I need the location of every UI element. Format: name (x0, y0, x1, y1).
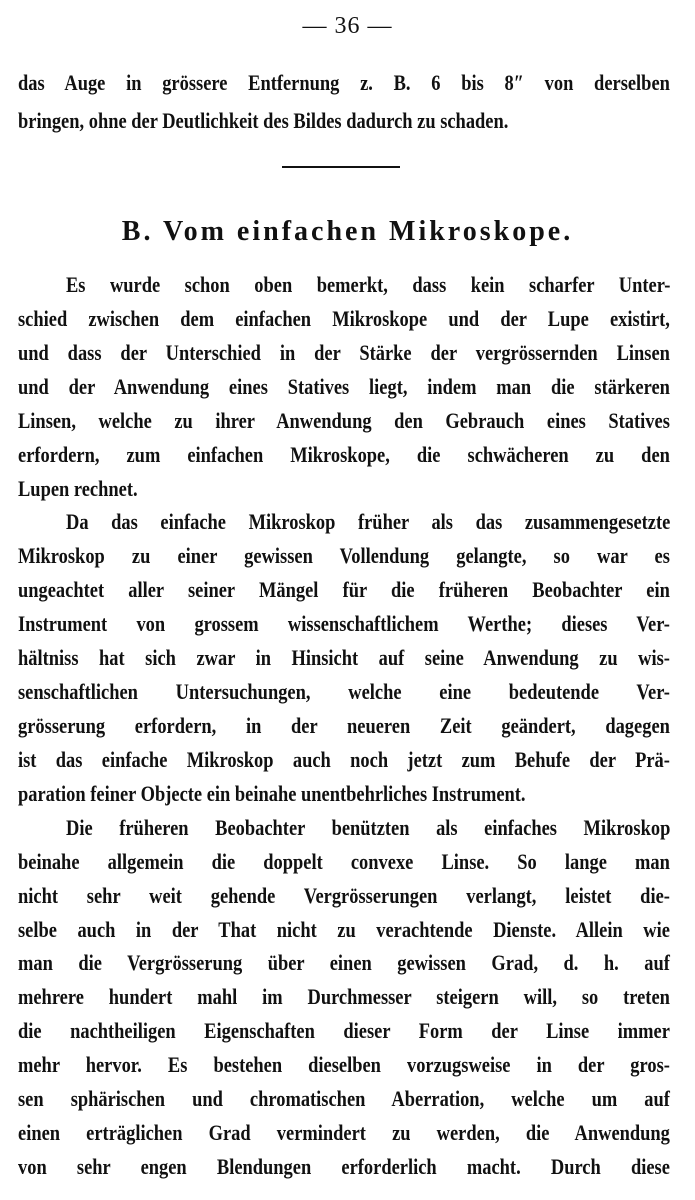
text-line: Lupen rechnet. (18, 476, 138, 501)
text-line: Da das einfache Mikroskop früher als das zusammengesetzte (66, 509, 671, 534)
text-line: nicht sehr weit gehende Vergrösserungen verlangt, leistet die- (18, 883, 670, 908)
text-line: ist das einfache Mikroskop auch noch jetzt zum Behufe der Prä- (18, 747, 670, 772)
text-line: Mikroskop zu einer gewissen Vollendung gelangte, so war es (18, 543, 670, 568)
text-line: mehr hervor. Es bestehen dieselben vorzugsweise in der gros- (18, 1052, 670, 1077)
page-number-header: — 36 — (302, 13, 393, 39)
text-line: senschaftlichen Untersuchungen, welche eine bedeutende Ver- (18, 679, 670, 704)
text-line: Die früheren Beobachter benützten als einfaches Mikroskop (66, 815, 671, 840)
text-line: selbe auch in der That nicht zu verachtende Dienste. Allein wie (18, 917, 670, 942)
text-line: erfordern, zum einfachen Mikroskope, die schwächeren zu den (18, 442, 670, 467)
text-line: bringen, ohne der Deutlichkeit des Bildes dadurch zu schaden. (18, 108, 509, 133)
text-line: und der Anwendung eines Statives liegt, indem man die stärkeren (18, 374, 670, 399)
text-line: ungeachtet aller seiner Mängel für die früheren Beobachter ein (18, 577, 670, 602)
text-line: Es wurde schon oben bemerkt, dass kein scharfer Unter- (66, 272, 671, 297)
text-line: hältniss hat sich zwar in Hinsicht auf seine Anwendung zu wis- (18, 645, 670, 670)
text-line: beinahe allgemein die doppelt convexe Linse. So lange man (18, 849, 670, 874)
text-line: mehrere hundert mahl im Durchmesser steigern will, so treten (18, 984, 670, 1009)
text-line: sen sphärischen und chromatischen Aberration, welche um auf (18, 1086, 670, 1111)
text-line: und dass der Unterschied in der Stärke der vergrössernden Linsen (18, 340, 670, 365)
text-line: die nachtheiligen Eigenschaften dieser Form der Linse immer (18, 1018, 670, 1043)
text-line: grösserung erfordern, in der neueren Zeit geändert, dagegen (18, 713, 670, 738)
text-line: paration feiner Objecte ein beinahe unentbehrliches Instrument. (18, 781, 526, 806)
text-line: Instrument von grossem wissenschaftlichem Werthe; dieses Ver- (18, 611, 670, 636)
text-line: Linsen, welche zu ihrer Anwendung den Gebrauch eines Statives (18, 408, 670, 433)
text-line: man die Vergrösserung über einen gewissen Grad, d. h. auf (18, 950, 670, 975)
text-line: von sehr engen Blendungen erforderlich macht. Durch diese (18, 1154, 670, 1179)
text-line: das Auge in grössere Entfernung z. B. 6 bis 8″ von derselben (18, 70, 670, 95)
section-divider (282, 166, 400, 168)
text-line: einen erträglichen Grad vermindert zu werden, die Anwendung (18, 1120, 670, 1145)
section-title: B. Vom einfachen Mikroskope. (121, 216, 574, 247)
text-line: schied zwischen dem einfachen Mikroskope und der Lupe existirt, (18, 306, 670, 331)
